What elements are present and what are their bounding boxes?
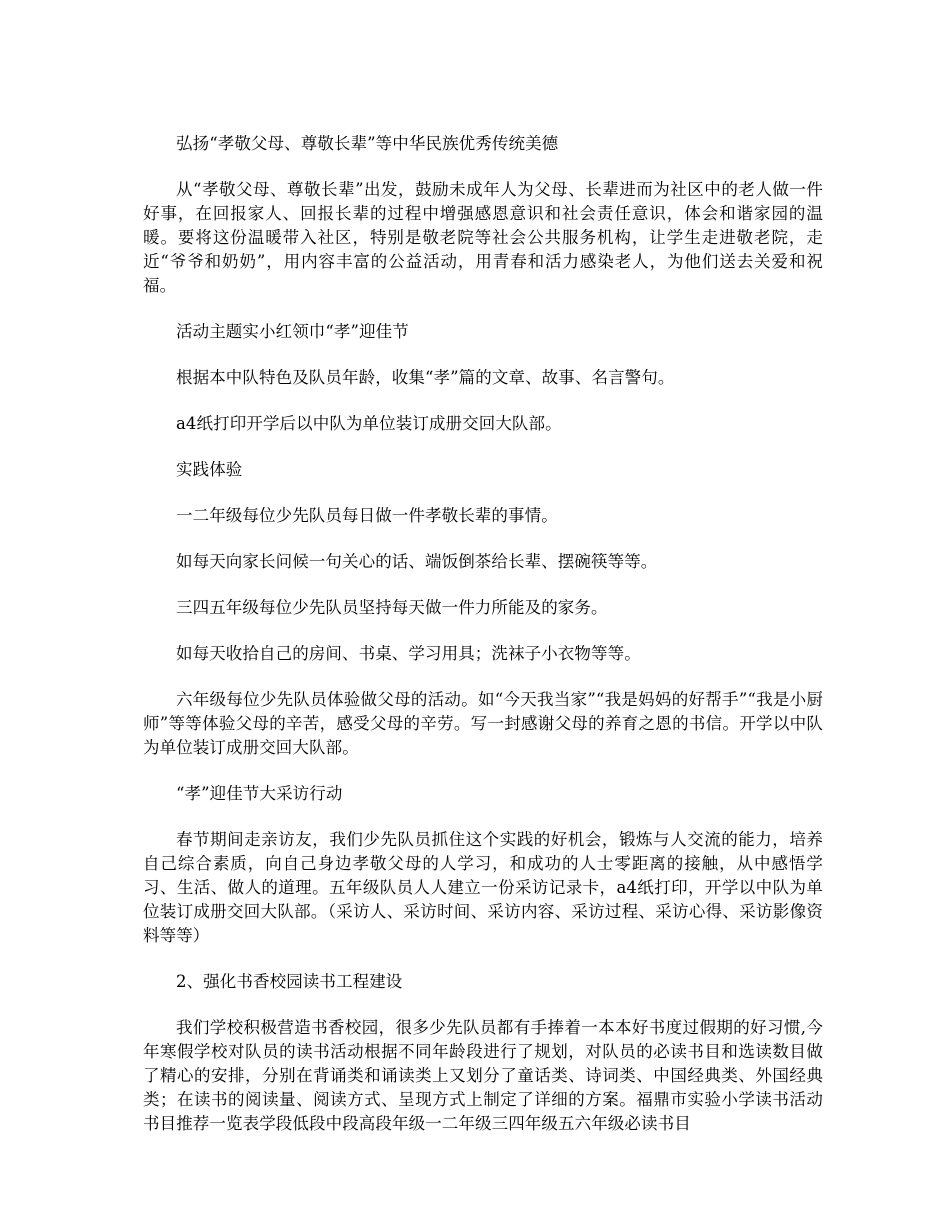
- paragraph-grade-3-5-example: 如每天收拾自己的房间、书桌、学习用具；洗袜子小衣物等等。: [176, 644, 641, 663]
- paragraph-intro: 从“孝敬父母、尊敬长辈”出发，鼓励未成年人为父母、长辈进而为社区中的老人做一件好事，在回报家人、回报长辈的过程中增强感恩意识和社会责任意识，体会和谐家园的温暖。要将这份温暖带入社区，特别是敬老院等社会公共服务机构，让学生走进敬老院，走近“爷爷和奶奶”，用内容丰富的公益活动，用青春和活力感染老人，为他们送去关爱和祝福。: [143, 180, 823, 295]
- paragraph-grade-6: 六年级每位少先队员体验做父母的活动。如“今天我当家”“我是妈妈的好帮手”“我是小厨师”等等体验父母的辛苦，感受父母的辛劳。写一封感谢父母的养育之恩的书信。开学以中队为单位装订成册交回大队部。: [143, 690, 823, 757]
- paragraph-grade-1-2-example: 如每天向家长问候一句关心的话、端饭倒茶给长辈、摆碗筷等等。: [176, 552, 658, 571]
- paragraph-interview-heading: “孝”迎佳节大采访行动: [176, 784, 343, 803]
- paragraph-activity-theme: 活动主题实小红领巾“孝”迎佳节: [176, 322, 409, 341]
- paragraph-reading-heading: 2、强化书香校园读书工程建设: [176, 972, 403, 991]
- paragraph-interview: 春节期间走亲访友，我们少先队员抓住这个实践的好机会，锻炼与人交流的能力，培养自己综合素质，向自己身边孝敬父母的人学习，和成功的人士零距离的接触，从中感悟学习、生活、做人的道理。五年级队员人人建立一份采访记录卡，a4纸打印，开学以中队为单位装订成册交回大队部。（采访人、采访时间、采访内容、采访过程、采访心得、采访影像资料等等）: [143, 830, 823, 945]
- paragraph-print: a4纸打印开学后以中队为单位装订成册交回大队部。: [176, 414, 562, 433]
- paragraph-collect: 根据本中队特色及队员年龄，收集“孝”篇的文章、故事、名言警句。: [176, 368, 675, 387]
- paragraph-grade-1-2: 一二年级每位少先队员每日做一件孝敬长辈的事情。: [176, 506, 558, 525]
- paragraph-reading: 我们学校积极营造书香校园，很多少先队员都有手捧着一本本好书度过假期的好习惯,今年寒假学校对队员的读书活动根据不同年龄段进行了规划，对队员的必读书目和选读数目做了精心的安排，分别在背诵类和诵读类上又划分了童话类、诗词类、中国经典类、外国经典类；在读书的阅读量、阅读方式、呈现方式上制定了详细的方案。福鼎市实验小学读书活动书目推荐一览表学段低段中段高段年级一二年级三四年级五六年级必读书目: [143, 1018, 823, 1133]
- paragraph-theme-heading: 弘扬“孝敬父母、尊敬长辈”等中华民族优秀传统美德: [176, 134, 559, 153]
- paragraph-practice-heading: 实践体验: [176, 460, 243, 479]
- paragraph-grade-3-5: 三四五年级每位少先队员坚持每天做一件力所能及的家务。: [176, 598, 608, 617]
- document-body: [143, 132, 823, 1158]
